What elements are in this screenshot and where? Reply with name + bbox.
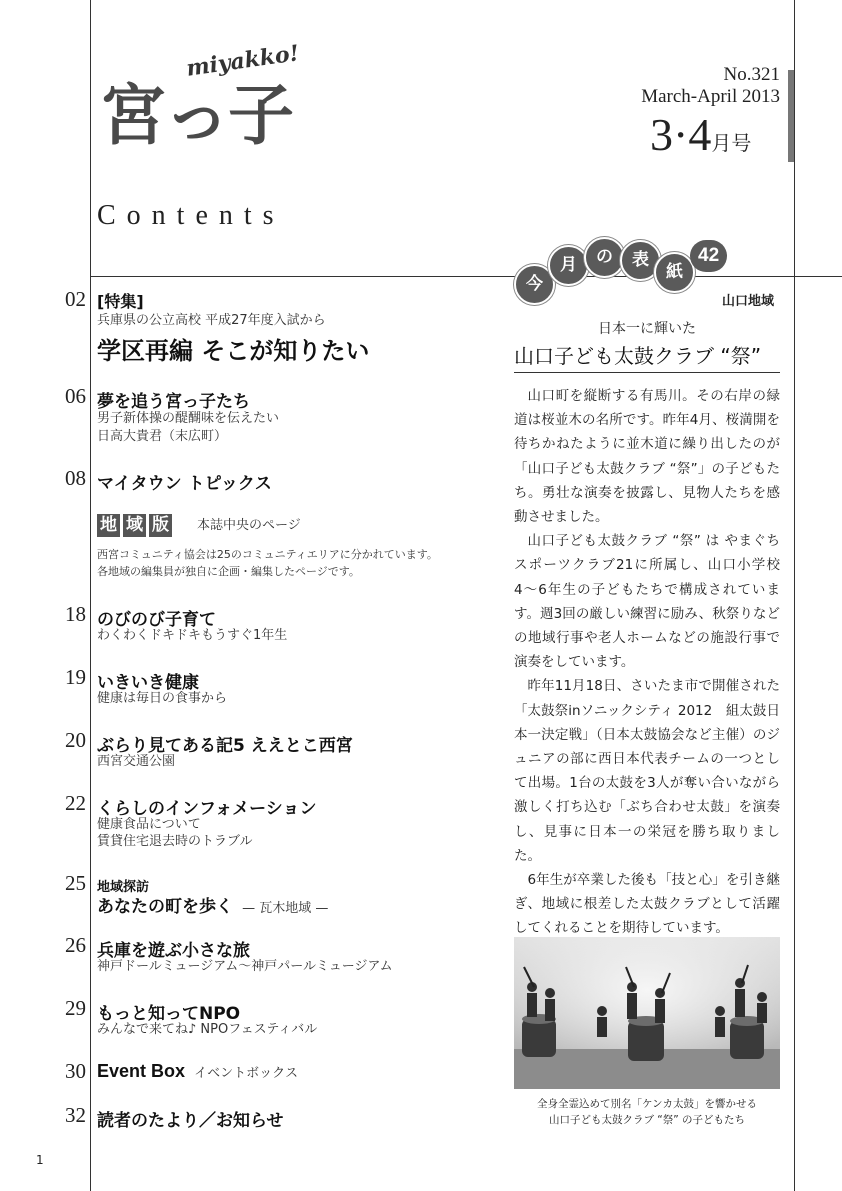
toc-entry-26[interactable] [52,933,492,979]
toc-title: 夢を追う宮っ子たち [97,392,250,412]
cover-label-bubble: 今 [514,264,555,305]
toc-title: 兵庫を遊ぶ小さな旅 [97,941,250,961]
toc-title: マイタウン トピックス [97,474,272,494]
issue-month-suffix: 月号 [711,131,752,155]
badge-char: 版 [149,514,172,537]
toc-page-number: 18 [65,602,86,626]
toc-entry-08[interactable] [52,466,492,492]
toc-title-suffix: イベントボックス [194,1066,298,1081]
toc-title: 読者のたより／お知らせ [97,1111,284,1131]
issue-month-number: 3·4 [650,109,712,160]
toc-page-number: 32 [65,1103,86,1127]
toc-tag: 地域探訪 [97,880,150,895]
toc-title: もっと知ってNPO [97,1004,241,1024]
article-paragraph: 昨年11月18日、さいたま市で開催された「太鼓祭inソニックシティ 2012 組太鼓日本一決定戦」（日本太鼓協会など主催）のジュニアの部に西日本代表チームの一つとして出場。1台の太鼓を3人が奪い合いながら激しく打ち込む「ぶち合わせ太鼓」を演奏し、見事に日本一の栄冠を勝ち取りました。 [514,678,780,864]
toc-subtitle: 健康食品について [97,817,201,832]
toc-entry-19[interactable] [52,665,492,711]
toc-entry-06[interactable] [52,384,492,448]
toc-page-number: 08 [65,466,86,490]
toc-subtitle: 健康は毎日の食事から [97,691,228,706]
cover-photo [514,937,780,1089]
cover-title-underline [514,372,780,373]
caption-line: 全身全霊込めて別名「ケンカ太鼓」を響かせる [537,1098,757,1110]
toc-title-line [97,1061,298,1082]
cover-label-bubble: 月 [548,245,589,286]
toc-title: ぶらり見てある記5 ええとこ西宮 [97,736,353,756]
toc-subtitle: わくわくドキドキもうすぐ1年生 [97,628,288,643]
cover-title: 山口子ども太鼓クラブ “祭” [514,344,762,368]
chiiki-ban-section[interactable] [97,514,497,582]
toc-page-number: 02 [65,287,86,311]
toc-entry-20[interactable] [52,728,492,774]
cover-region: 山口地域 [722,294,775,309]
cover-label-bubble: 紙 [654,252,695,293]
toc-entry-02[interactable] [52,287,492,367]
logo-script: miyakko! [184,40,301,82]
toc-page-number: 20 [65,728,86,752]
chiiki-ban-label: 本誌中央のページ [197,518,301,533]
caption-line: 山口子ども太鼓クラブ “祭” の子どもたち [548,1114,746,1126]
toc-feature-title: 学区再編 そこが知りたい [97,337,370,365]
cover-article [514,384,780,941]
article-paragraph: 6年生が卒業した後も「技と心」を引き継ぎ、地域に根差した太鼓クラブとして活躍してくれることを期待しています。 [514,872,780,937]
badge-char: 地 [97,514,120,537]
toc-title-suffix: — 瓦木地域 — [242,901,329,916]
toc-entry-32[interactable] [52,1103,492,1129]
issue-date: March-April 2013 [641,86,780,107]
cover-subtitle: 日本一に輝いた [598,321,696,337]
toc-entry-25[interactable] [52,871,492,917]
article-paragraph: 山口町を縦断する有馬川。その右岸の緑道は桜並木の名所です。昨年4月、桜満開を待ちかねたように並木道に繰り出したのが「山口子ども太鼓クラブ “祭”」の子どもたち。勇壮な演奏を披露し、見物人たちを感動させました。 [514,388,780,526]
photo-caption [504,1096,790,1128]
issue-month [650,108,751,161]
article-paragraph: 山口子ども太鼓クラブ “祭” は やまぐちスポーツクラブ21に所属し、山口小学校4〜6年生の子どもたちで構成されています。週3回の厳しい練習に励み、秋祭りなどの地域行事や老人ホームなどの施設行事で演奏をしています。 [514,533,780,671]
right-margin-line [794,0,795,1191]
toc-page-number: 22 [65,791,86,815]
badge-char: 域 [123,514,146,537]
toc-title: Event Box [97,1061,186,1081]
toc-title: のびのび子育て [97,610,216,630]
toc-subtitle: 西宮交通公園 [97,754,176,769]
chiiki-ban-note: 西宮コミュニティ協会は25のコミュニティエリアに分かれています。 [97,548,438,561]
issue-accent-bar [788,70,794,162]
header-divider [90,276,842,277]
toc-page-number: 30 [65,1059,86,1083]
contents-heading: Contents [97,200,285,231]
toc-title: くらしのインフォメーション [97,799,317,819]
logo: 宮っ子 [100,77,292,154]
toc-page-number: 29 [65,996,86,1020]
cover-label-bubble: 表 [620,240,661,281]
toc-entry-30[interactable] [52,1059,492,1085]
toc-subtitle: 男子新体操の醍醐味を伝えたい [97,411,280,426]
cover-label-bubble: の [584,237,625,278]
toc-title: あなたの町を歩く [97,897,233,917]
toc-entry-18[interactable] [52,602,492,648]
toc-page-number: 06 [65,384,86,408]
toc-subtitle: 神戸ドールミュージアム〜神戸パールミュージアム [97,959,393,974]
page-number: 1 [36,1153,44,1167]
chiiki-ban-badge [97,514,175,537]
cover-label-number: 42 [690,240,727,272]
toc-tag: [特集] [97,292,144,311]
toc-subtitle: 日高大貴君（末広町） [97,429,228,444]
taiko-performance-image [514,937,780,1089]
toc-page-number: 25 [65,871,86,895]
toc-page-number: 19 [65,665,86,689]
toc-title: いきいき健康 [97,673,199,693]
toc-entry-22[interactable] [52,791,492,855]
toc-subtitle: 兵庫県の公立高校 平成27年度入試から [97,313,326,328]
issue-number: No.321 [723,64,780,85]
toc-subtitle: 賃貸住宅退去時のトラブル [97,834,253,849]
toc-subtitle: みんなで来てね♪ NPOフェスティバル [97,1022,318,1037]
toc-entry-29[interactable] [52,996,492,1042]
toc-title-line [97,892,328,917]
chiiki-ban-note: 各地域の編集員が独自に企画・編集したページです。 [97,565,360,578]
toc-page-number: 26 [65,933,86,957]
